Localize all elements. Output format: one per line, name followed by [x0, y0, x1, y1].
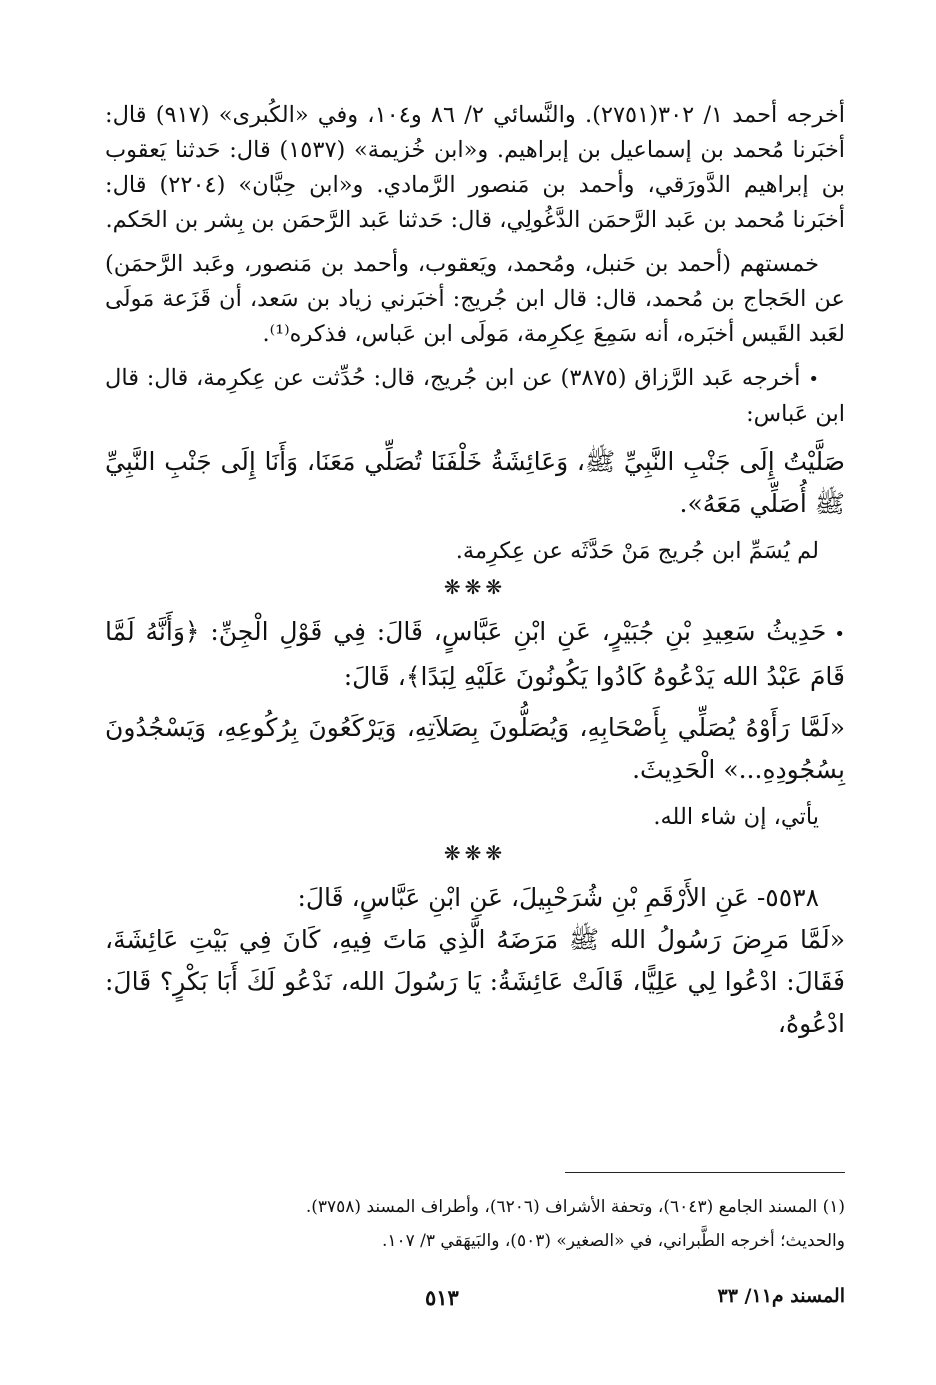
footnote-divider — [565, 1172, 845, 1173]
spacer — [105, 791, 845, 800]
main-text — [105, 98, 845, 1045]
spacer — [105, 698, 845, 707]
hadith-text-prayer: صَلَّيْتُ إِلَى جَنْبِ النَّبِيِّ ﷺ، وَعَائِشَةُ خَلْفَنَا تُصَلِّي مَعَنَا، وَأَنَا إِلَى جَنْبِ النَّبِيِّ ﷺ أُصَلِّي مَعَهُ». — [105, 447, 845, 518]
footnote-1-continuation: والحديث؛ أخرجه الطَّبراني، في «الصغير» (٥٠٣)، والبَيهَقي ٣/ ١٠٧. — [381, 1231, 845, 1251]
spacer — [105, 525, 845, 534]
spacer — [105, 238, 845, 247]
hadith-heading-said-ibn-jubair — [105, 611, 845, 698]
paragraph-takhrij-ahmad: أخرجه أحمد ١/ ٣٠٢(٢٧٥١). والنَّسائي ٢/ ٨٦ و١٠٤، وفي «الكُبرى» (٩١٧) قال: أخبَرنا مُحمد بن إسماعيل بن إبراهيم. و«ابن خُزيمة» (١٥٣٧) قال: حَدثنا يَعقوب بن إبراهيم الدَّورَقي، وأحمد بن مَنصور الرَّمادي. و«ابن حِبَّان» (٢٢٠٤) قال: أخبَرنا مُحمد بن عَبد الرَّحمَن الدَّغُولِي، قال: حَدثنا عَبد الرَّحمَن بن بِشر بن الحَكم. — [105, 102, 845, 233]
hadith-heading-said-ibn-jubair-text: حَدِيثُ سَعِيدِ بْنِ جُبَيْرٍ، عَنِ ابْنِ عَبَّاسٍ، قَالَ: فِي قَوْلِ الْجِنِّ: ﴿وَأَنَّهُ لَمَّا قَامَ عَبْدُ الله يَدْعُوهُ كَادُوا يَكُونُونَ عَلَيْهِ لِبَدًا﴾، قَالَ: — [105, 617, 845, 691]
paragraph-to-come: يأتي، إن شاء الله. — [653, 804, 819, 830]
section-separator: ❋❋❋ — [443, 841, 507, 865]
hadith-text-jinn: «لَمَّا رَأَوْهُ يُصَلِّي بِأَصْحَابِهِ، وَيُصَلُّونَ بِصَلاَتِهِ، وَيَرْكَعُونَ بِرُكُوعِهِ، وَيَسْجُدُونَ بِسُجُودِهِ...» الْحَدِيثَ. — [105, 713, 845, 784]
bullet-icon: • — [808, 369, 819, 390]
volume-label: المسند م١١/ ٣٣ — [717, 1285, 845, 1307]
footnote-1: (١) المسند الجامع (٦٠٤٣)، وتحفة الأشراف (٦٢٠٦)، وأطراف المسند (٣٧٥٨). — [305, 1197, 845, 1217]
page-footer — [105, 1285, 845, 1315]
footnotes — [105, 1190, 845, 1258]
spacer — [105, 352, 845, 361]
hadith-text-5538: «لَمَّا مَرِضَ رَسُولُ الله ﷺ مَرَضَهُ الَّذِي مَاتَ فِيهِ، كَانَ فِي بَيْتِ عَائِشَةَ، فَقَالَ: ادْعُوا لِي عَلِيًّا، قَالَتْ عَائِشَةُ: يَا رَسُولَ الله، نَدْعُو لَكَ أَبَا بَكْرٍ؟ قَالَ: ادْعُوهُ، — [105, 925, 845, 1038]
hadith-heading-5538: ٥٥٣٨- عَنِ الأَرْقَمِ بْنِ شُرَحْبِيلَ، عَنِ ابْنِ عَبَّاسٍ، قَالَ: — [297, 883, 819, 912]
paragraph-note: لم يُسَمِّ ابن جُريج مَنْ حَدَّثَه عن عِكرِمة. — [455, 538, 819, 564]
paragraph-abdurrazzaq-text: أخرجه عَبد الرَّزاق (٣٨٧٥) عن ابن جُريج، قال: حُدِّثت عن عِكرِمة، قال: قال ابن عَباس: — [105, 365, 845, 427]
paragraph-abdurrazzaq — [105, 361, 845, 432]
page-number: ٥١٣ — [425, 1285, 459, 1310]
spacer — [105, 432, 845, 441]
paragraph-isnad: خمستهم (أحمد بن حَنبل، ومُحمد، ويَعقوب، وأحمد بن مَنصور، وعَبد الرَّحمَن) عن الحَجاج بن مُحمد، قال: قال ابن جُريج: أخبَرني زياد بن سَعد، أن قَزَعة مَولَى لعَبد القَيس أخبَره، أنه سَمِعَ عِكرِمة، مَولَى ابن عَباس، فذكره⁽¹⁾. — [105, 251, 845, 347]
bullet-icon: • — [834, 624, 845, 645]
section-separator: ❋❋❋ — [443, 575, 507, 599]
